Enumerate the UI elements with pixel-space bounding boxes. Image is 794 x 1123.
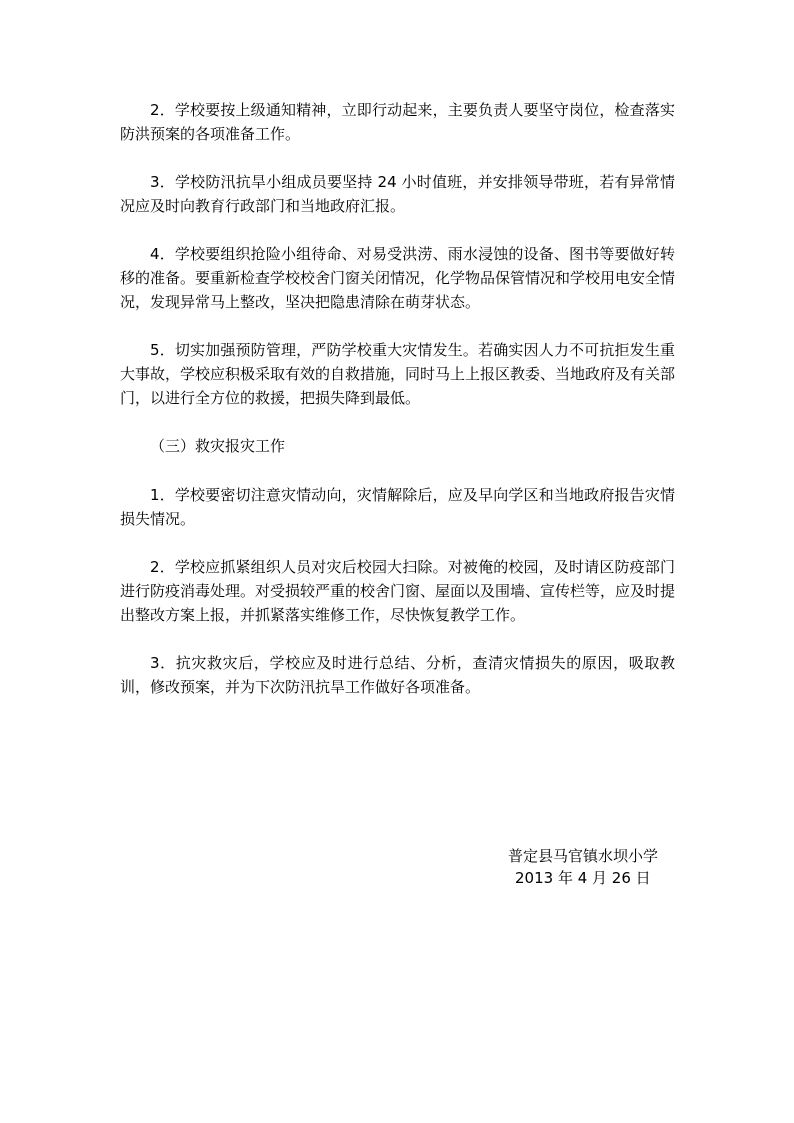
paragraph-item-2: 2．学校要按上级通知精神，立即行动起来，主要负责人要坚守岗位，检查落实防洪预案的各项准备工作。 [120,101,675,143]
section-paragraph-3: 3．抗灾救灾后，学校应及时进行总结、分析，查清灾情损失的原因，吸取教训，修改预案，并为下次防汛抗旱工作做好各项准备。 [120,654,675,696]
signature-organization: 普定县马官镇水坝小学 [508,847,659,865]
signature-date: 2013 年 4 月 26 日 [515,869,651,887]
paragraph-item-5: 5．切实加强预防管理，严防学校重大灾情发生。若确实因人力不可抗拒发生重大事故，学校应积极采取有效的自救措施，同时马上上报区教委、当地政府及有关部门，以进行全方位的救援，把损失降到最低。 [120,341,676,407]
section-paragraph-2: 2．学校应抓紧组织人员对灾后校园大扫除。对被俺的校园，及时请区防疫部门进行防疫消毒处理。对受损较严重的校舍门窗、屋面以及围墙、宣传栏等，应及时提出整改方案上报，并抓紧落实维修工作，尽快恢复教学工作。 [120,558,676,624]
paragraph-item-3: 3．学校防汛抗旱小组成员要坚持 24 小时值班，并安排领导带班，若有异常情况应及时向教育行政部门和当地政府汇报。 [120,173,675,215]
section-heading: （三）救灾报灾工作 [150,437,286,455]
section-paragraph-1: 1．学校要密切注意灾情动向，灾情解除后，应及早向学区和当地政府报告灾情损失情况。 [120,486,675,528]
paragraph-item-4: 4．学校要组织抢险小组待命、对易受洪涝、雨水浸蚀的设备、图书等要做好转移的准备。要重新检查学校校舍门窗关闭情况，化学物品保管情况和学校用电安全情况，发现异常马上整改，坚决把隐患清除在萌芽状态。 [120,245,676,311]
